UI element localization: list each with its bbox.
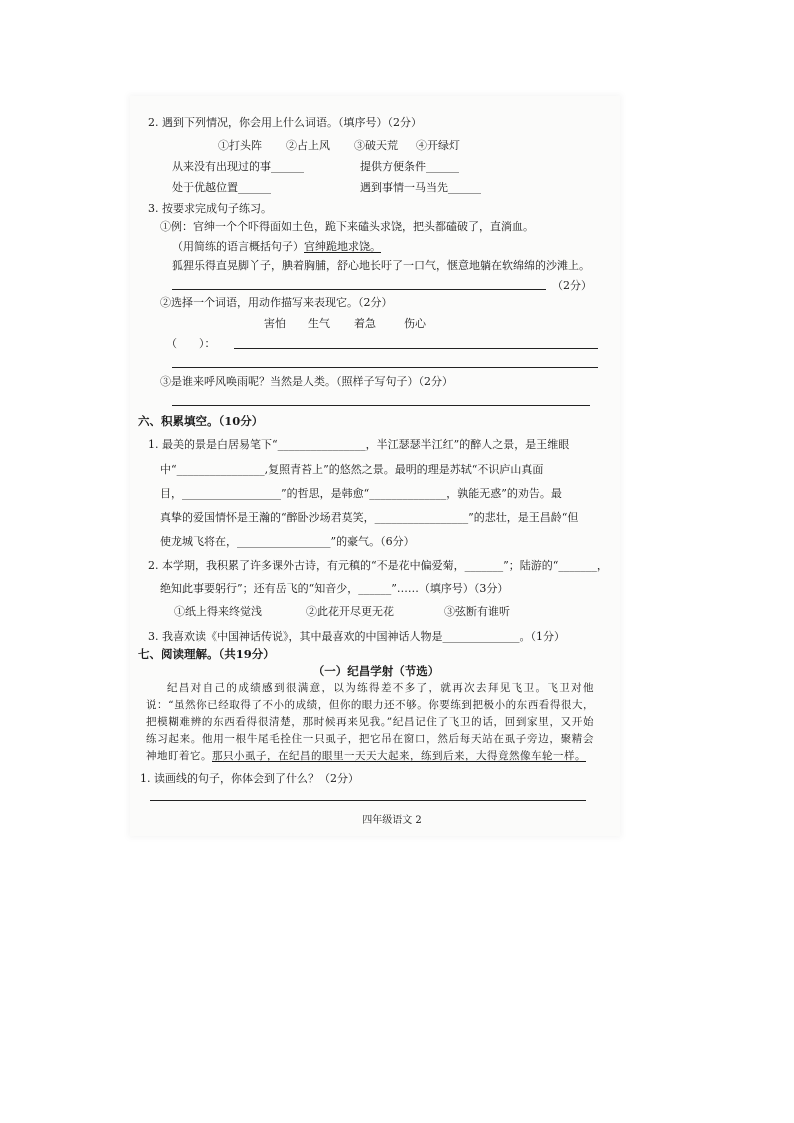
q3-part2-blank[interactable]: （ ）： [166,337,216,350]
s6-q1-line-2[interactable]: 中“________________,复照青苔上”的悠然之景。最明的理是苏轼“不识庐山真面 [160,463,544,476]
passage-title: （一）纪昌学射（节选） [312,664,440,678]
q3-example-prefix: （用简练的语言概括句子） [172,240,304,253]
q3-answer-line-1[interactable] [172,289,546,290]
q2-option-2: ②占上风 [286,139,330,152]
s6-q2-option-2: ②此花开尽更无花 [306,605,394,618]
section-7-title: 七、阅读理解。（共19分） [138,647,275,661]
section-6-title: 六、积累填空。（10分） [138,414,264,428]
q2-option-3: ③破天荒 [354,139,398,152]
q2-title: 2. 遇到下列情况，你会用上什么词语。（填序号）（2分） [148,116,422,129]
passage-underlined-sentence: 那只小虱子，在纪昌的眼里一天天大起来，练到后来，大得竟然像车轮一样。 [212,750,586,762]
q2-item-3[interactable]: 处于优越位置______ [172,181,271,194]
q2-item-4[interactable]: 遇到事情一马当先______ [360,181,481,194]
q3-word-4: 伤心 [404,317,426,330]
q2-option-1: ①打头阵 [218,139,262,152]
s6-q2-line-1[interactable]: 2. 本学期，我积累了许多课外古诗，有元稹的“不是花中偏爱菊，_______”；陆游的“_______， [148,559,608,572]
q3-word-1: 害怕 [264,317,286,330]
q3-word-3: 着急 [354,317,376,330]
q2-item-2[interactable]: 提供方便条件______ [360,160,459,173]
q3-part2-title: ②选择一个词语，用动作描写来表现它。（2分） [160,296,393,309]
s6-q2-option-3: ③弦断有谁听 [444,605,510,618]
page-footer: 四年级语文 2 [362,815,422,826]
q3-example-answer: 官绅跪地求饶。 [304,240,381,253]
q3-answer-line-3[interactable] [172,367,598,368]
s6-q1-line-3[interactable]: 目，__________________”的哲思，是韩愈“______________，孰能无惑”的劝告。最 [160,487,562,500]
s6-q2-line-2[interactable]: 绝知此事要躬行”；还有岳飞的“知音少，______”……（填序号）（3分） [160,582,509,595]
q3-example-line: ①例：官绅一个个吓得面如土色，跪下来磕头求饶，把头都磕破了，直淌血。 [160,220,534,233]
s6-q1-line-1[interactable]: 1. 最美的景是白居易笔下“________________，半江瑟瑟半江红”的醉人之景，是王维眼 [148,438,570,451]
q3-task-score: （2分） [552,279,592,292]
s6-q3-line[interactable]: 3. 我喜欢读《中国神话传说》，其中最喜欢的中国神话人物是______________。（1分） [148,630,565,643]
q3-answer-line-2[interactable] [234,348,598,349]
q2-item-1[interactable]: 从来没有出现过的事______ [172,160,304,173]
q3-part3-title: ③是谁来呼风唤雨呢？当然是人类。（照样子写句子）（2分） [160,375,453,388]
q3-example-summary [172,240,381,254]
passage-body [146,680,594,765]
q3-task-sentence: 狐狸乐得直晃脚丫子，腆着胸脯，舒心地长吁了一口气，惬意地躺在软绵绵的沙滩上。 [172,259,590,272]
s7-q1-answer-line[interactable] [150,800,586,801]
s7-q1: 1. 读画线的句子，你体会到了什么？（2分） [140,772,359,785]
passage-text: 纪昌对自己的成绩感到很满意，以为练得差不多了，就再次去拜见飞卫。飞卫对他说：“虽然你已经取得了不小的成绩，但你的眼力还不够。你要练到把极小的东西看得很大，把模糊难辨的东西看得很清楚，那时候再来见我。”纪昌记住了飞卫的话，回到家里，又开始练习起来。他用一根牛尾毛拴住一只虱子，把它吊在窗口，然后每天站在虱子旁边，聚精会神地盯着它。 [146,682,594,762]
q3-answer-line-4[interactable] [172,405,590,406]
s6-q1-line-5[interactable]: 使龙城飞将在，_________________”的豪气。（6分） [160,535,415,548]
s6-q1-line-4[interactable]: 真挚的爱国情怀是王瀚的“醉卧沙场君莫笑，_________________”的悲壮，是王昌龄“但 [160,511,579,524]
q2-option-4: ④开绿灯 [416,139,460,152]
q3-title: 3. 按要求完成句子练习。 [148,202,272,215]
s6-q2-option-1: ①纸上得来终觉浅 [174,605,262,618]
q3-word-2: 生气 [308,317,330,330]
